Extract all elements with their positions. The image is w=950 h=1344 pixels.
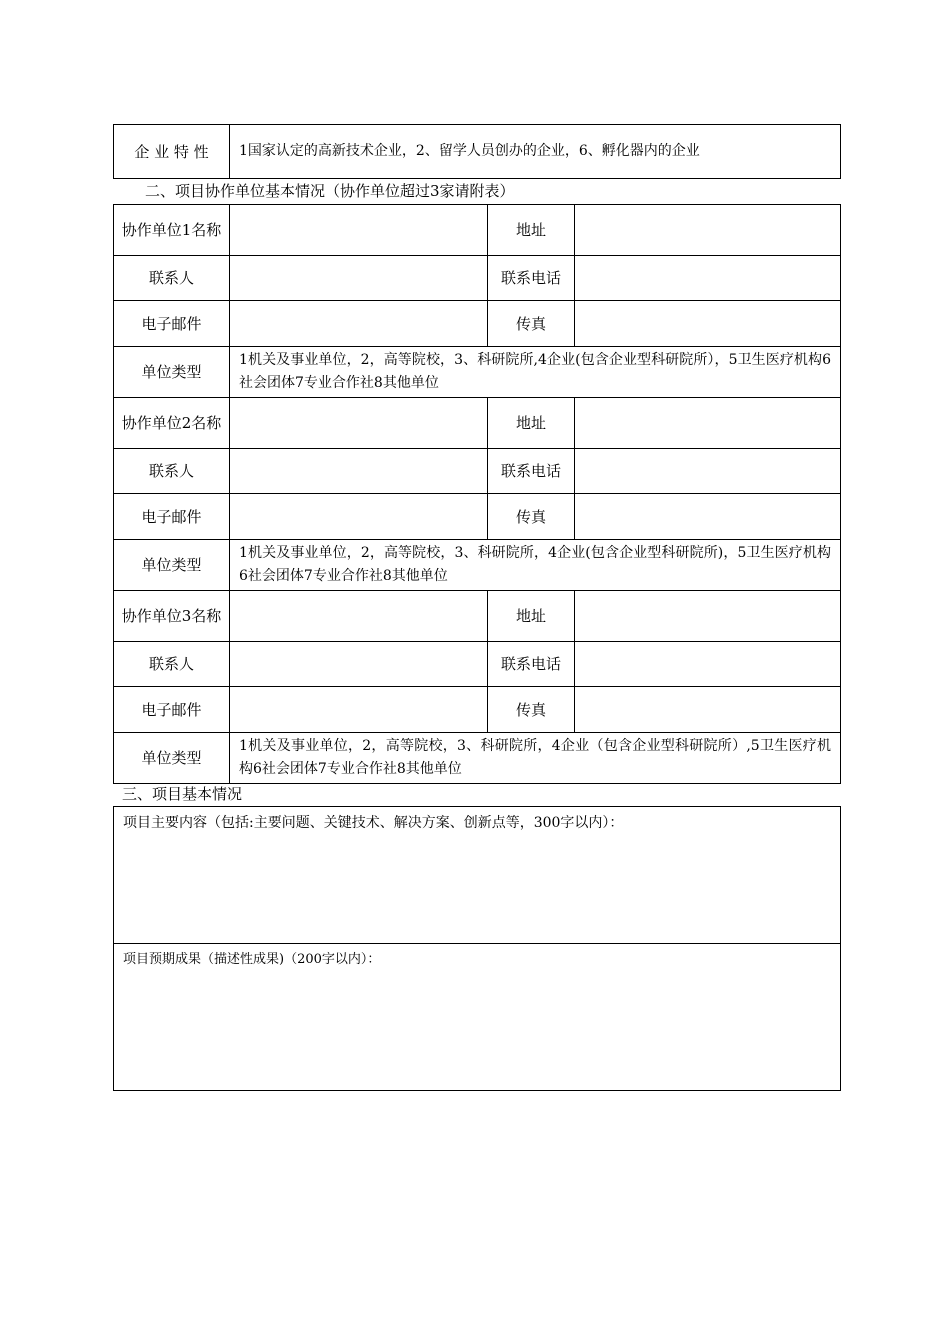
unit3-email-label: 电子邮件 [114,687,230,733]
unit1-fax-field[interactable] [575,301,841,347]
unit3-phone-field[interactable] [575,642,841,687]
unit2-address-label: 地址 [488,398,575,449]
unit1-type-value: 1机关及事业单位，2，高等院校，3、科研院所,4企业(包含企业型科研院所），5卫生医疗机构6社会团体7专业合作社8其他单位 [230,347,841,398]
unit2-phone-field[interactable] [575,449,841,494]
unit1-email-field[interactable] [230,301,488,347]
unit3-type-label: 单位类型 [114,733,230,784]
unit1-address-field[interactable] [575,205,841,256]
unit2-address-field[interactable] [575,398,841,449]
project-results-box[interactable] [114,944,841,1091]
unit3-fax-label: 传真 [488,687,575,733]
unit2-type-label: 单位类型 [114,540,230,591]
unit2-fax-label: 传真 [488,494,575,540]
unit2-phone-label: 联系电话 [488,449,575,494]
unit3-fax-field[interactable] [575,687,841,733]
unit3-name-label: 协作单位3名称 [114,591,230,642]
unit2-fax-field[interactable] [575,494,841,540]
unit1-fax-label: 传真 [488,301,575,347]
unit1-type-label: 单位类型 [114,347,230,398]
unit1-name-field[interactable] [230,205,488,256]
project-results-label: 项目预期成果（描述性成果)（200字以内）： [123,952,381,967]
project-content-label: 项目主要内容（包括:主要问题、关键技术、解决方案、创新点等，300字以内）： [123,815,624,831]
unit3-type-value: 1机关及事业单位，2，高等院校，3、科研院所，4企业（包含企业型科研院所）,5卫生医疗机构6社会团体7专业合作社8其他单位 [230,733,841,784]
unit3-phone-label: 联系电话 [488,642,575,687]
unit1-contact-label: 联系人 [114,256,230,301]
unit3-address-field[interactable] [575,591,841,642]
project-content-box[interactable] [114,807,841,944]
unit3-contact-field[interactable] [230,642,488,687]
unit1-phone-label: 联系电话 [488,256,575,301]
unit3-address-label: 地址 [488,591,575,642]
unit2-name-field[interactable] [230,398,488,449]
unit3-contact-label: 联系人 [114,642,230,687]
unit2-contact-field[interactable] [230,449,488,494]
enterprise-table [113,124,841,179]
unit2-type-value: 1机关及事业单位，2，高等院校，3、科研院所，4企业(包含企业型科研院所)，5卫生医疗机构6社会团体7专业合作社8其他单位 [230,540,841,591]
unit1-name-label: 协作单位1名称 [114,205,230,256]
enterprise-value: 1国家认定的高新技术企业，2、留学人员创办的企业，6、孵化器内的企业 [230,125,841,179]
section2-title: 二、项目协作单位基本情况（协作单位超过3家请附表） [145,182,515,200]
unit1-email-label: 电子邮件 [114,301,230,347]
unit1-contact-field[interactable] [230,256,488,301]
section3-title: 三、项目基本情况 [122,785,243,803]
unit3-email-field[interactable] [230,687,488,733]
project-table [113,806,841,1091]
unit1-address-label: 地址 [488,205,575,256]
unit1-phone-field[interactable] [575,256,841,301]
unit2-email-field[interactable] [230,494,488,540]
unit2-contact-label: 联系人 [114,449,230,494]
units-table [113,204,841,784]
unit2-email-label: 电子邮件 [114,494,230,540]
unit2-name-label: 协作单位2名称 [114,398,230,449]
unit3-name-field[interactable] [230,591,488,642]
enterprise-label: 企 业 特 性 [114,125,230,179]
